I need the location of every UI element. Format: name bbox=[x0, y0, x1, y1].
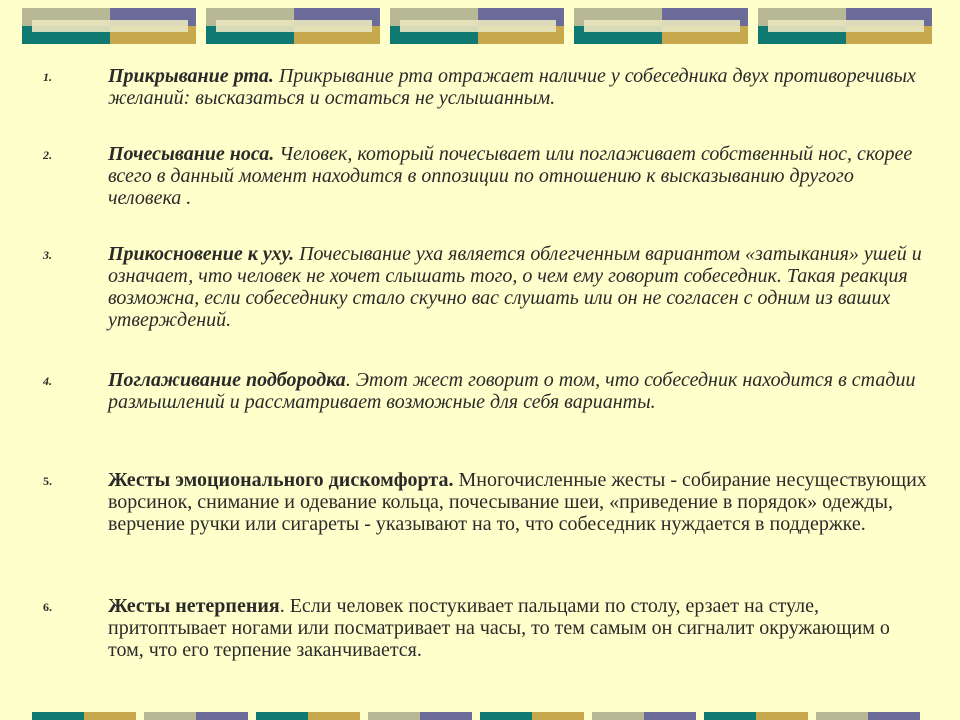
border-tile bbox=[22, 8, 196, 44]
border-tile bbox=[592, 712, 696, 720]
item-text bbox=[108, 469, 928, 535]
border-tile bbox=[480, 712, 584, 720]
item-title: Прикрывание рта. bbox=[108, 65, 274, 87]
item-text bbox=[108, 595, 928, 661]
item-number: 4. bbox=[43, 374, 52, 388]
item-number: 1. bbox=[43, 70, 52, 84]
border-tile bbox=[758, 8, 932, 44]
item-text bbox=[108, 143, 928, 209]
border-tile bbox=[144, 712, 248, 720]
border-tile bbox=[704, 712, 808, 720]
item-title: Почесывание носа. bbox=[108, 143, 275, 165]
item-body: . Этот жест говорит о том, что собеседник находится в стадии размышлений и рассматривает возможные для себя варианты. bbox=[108, 369, 916, 413]
border-tile bbox=[256, 712, 360, 720]
item-body: Прикрывание рта отражает наличие у собеседника двух противоречивых желаний: высказаться и остаться не услышанным. bbox=[108, 65, 916, 109]
item-title: Поглаживание подбородка bbox=[108, 369, 346, 391]
item-number: 3. bbox=[43, 248, 52, 262]
border-tile bbox=[574, 8, 748, 44]
item-text bbox=[108, 369, 928, 413]
border-tile bbox=[206, 8, 380, 44]
item-number: 5. bbox=[43, 474, 52, 488]
item-text bbox=[108, 243, 928, 331]
item-body: Человек, который почесывает или поглаживает собственный нос, скорее всего в данный момент находится в оппозиции по отношению к высказыванию другого человека . bbox=[108, 143, 913, 209]
item-body: Почесывание уха является облегченным вариантом «затыкания» ушей и означает, что человек не хочет слышать того, о чем ему говорит собеседник. Такая реакция возможна, если собеседнику стало скучно вас слушать или он не согласен с одним из ваших утверждений. bbox=[108, 243, 922, 331]
item-title: Жесты нетерпения bbox=[108, 595, 280, 617]
item-number: 6. bbox=[43, 600, 52, 614]
item-title: Прикосновение к уху. bbox=[108, 243, 295, 265]
top-decorative-border bbox=[22, 8, 932, 44]
border-tile bbox=[32, 712, 136, 720]
item-number: 2. bbox=[43, 148, 52, 162]
border-tile bbox=[816, 712, 920, 720]
item-body: . Если человек постукивает пальцами по столу, ерзает на стуле, притоптывает ногами или посматривает на часы, то тем самым он сигналит окружающим о том, что его терпение заканчивается. bbox=[108, 595, 890, 661]
item-text bbox=[108, 65, 928, 109]
border-tile bbox=[368, 712, 472, 720]
item-body: Многочисленные жесты - собирание несуществующих ворсинок, снимание и одевание кольца, почесывание шеи, «приведение в порядок» одежды, верчение ручки или сигареты - указывают на то, что собеседник нуждается в поддержке. bbox=[108, 469, 927, 535]
border-tile bbox=[390, 8, 564, 44]
bottom-decorative-border bbox=[32, 712, 920, 720]
item-title: Жесты эмоционального дискомфорта. bbox=[108, 469, 454, 491]
